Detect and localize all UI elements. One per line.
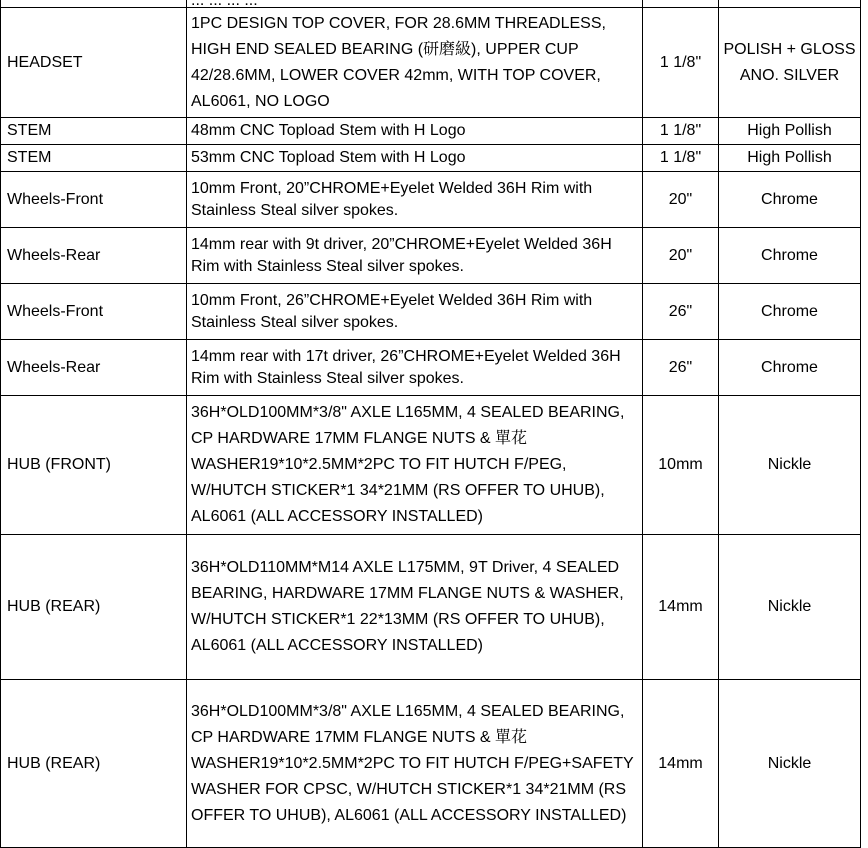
part-cell[interactable]: HUB (REAR) [1,680,187,848]
table-row [1,172,861,228]
part-cell[interactable]: Wheels-Rear [1,228,187,284]
description-cell[interactable] [187,0,643,8]
description-cell[interactable]: 10mm Front, 20”CHROME+Eyelet Welded 36H Rim with Stainless Steal silver spokes. [187,172,643,228]
finish-cell[interactable]: Nickle [719,396,861,535]
table-row [1,118,861,145]
table-row [1,680,861,848]
table-row [1,340,861,396]
size-cell[interactable]: 1 1/8" [643,145,719,172]
part-cell[interactable]: HUB (REAR) [1,535,187,680]
description-cell[interactable]: 36H*OLD100MM*3/8" AXLE L165MM, 4 SEALED BEARING, CP HARDWARE 17MM FLANGE NUTS & 單花WASHER19*10*2.5MM*2PC TO FIT HUTCH F/PEG, W/HUTCH STICKER*1 34*21MM (RS OFFER TO UHUB), AL6061 (ALL ACCESSORY INSTALLED) [187,396,643,535]
size-cell[interactable]: 20" [643,228,719,284]
size-cell[interactable]: 1 1/8" [643,8,719,118]
part-cell[interactable]: STEM [1,145,187,172]
table-row [1,535,861,680]
part-cell[interactable]: STEM [1,118,187,145]
part-cell[interactable]: Wheels-Rear [1,340,187,396]
description-cell[interactable]: 14mm rear with 9t driver, 20”CHROME+Eyelet Welded 36H Rim with Stainless Steal silver spokes. [187,228,643,284]
finish-cell[interactable]: Chrome [719,284,861,340]
part-cell[interactable] [1,0,187,8]
table-row [1,396,861,535]
description-cell[interactable]: 36H*OLD110MM*M14 AXLE L175MM, 9T Driver, 4 SEALED BEARING, HARDWARE 17MM FLANGE NUTS & WASHER, W/HUTCH STICKER*1 22*13MM (RS OFFER TO UHUB), AL6061 (ALL ACCESSORY INSTALLED) [187,535,643,680]
size-cell[interactable]: 1 1/8" [643,118,719,145]
finish-cell[interactable]: High Pollish [719,118,861,145]
table-row [1,145,861,172]
description-cell[interactable]: 53mm CNC Topload Stem with H Logo [187,145,643,172]
table-row [1,228,861,284]
description-cell[interactable]: 14mm rear with 17t driver, 26”CHROME+Eyelet Welded 36H Rim with Stainless Steal silver spokes. [187,340,643,396]
size-cell[interactable]: 10mm [643,396,719,535]
table-row [1,284,861,340]
finish-cell[interactable]: Nickle [719,680,861,848]
finish-cell[interactable]: Chrome [719,340,861,396]
part-cell[interactable]: Wheels-Front [1,172,187,228]
description-cell[interactable]: 10mm Front, 26”CHROME+Eyelet Welded 36H Rim with Stainless Steal silver spokes. [187,284,643,340]
size-cell[interactable]: 26" [643,340,719,396]
table-row [1,8,861,118]
size-cell[interactable]: 20" [643,172,719,228]
finish-cell[interactable] [719,0,861,8]
part-cell[interactable]: Wheels-Front [1,284,187,340]
finish-cell[interactable]: Nickle [719,535,861,680]
description-cell[interactable]: 1PC DESIGN TOP COVER, FOR 28.6MM THREADLESS, HIGH END SEALED BEARING (研磨級), UPPER CUP 42/28.6MM, LOWER COVER 42mm, WITH TOP COVER, AL6061, NO LOGO [187,8,643,118]
size-cell[interactable]: 26" [643,284,719,340]
description-cell[interactable]: 36H*OLD100MM*3/8" AXLE L165MM, 4 SEALED BEARING, CP HARDWARE 17MM FLANGE NUTS & 單花WASHER19*10*2.5MM*2PC TO FIT HUTCH F/PEG+SAFETY WASHER FOR CPSC, W/HUTCH STICKER*1 34*21MM (RS OFFER TO UHUB), AL6061 (ALL ACCESSORY INSTALLED) [187,680,643,848]
part-cell[interactable]: HUB (FRONT) [1,396,187,535]
table-row [1,0,861,8]
size-cell[interactable]: 14mm [643,680,719,848]
part-cell[interactable]: HEADSET [1,8,187,118]
finish-cell[interactable]: Chrome [719,228,861,284]
finish-cell[interactable]: Chrome [719,172,861,228]
finish-cell[interactable]: POLISH + GLOSS ANO. SILVER [719,8,861,118]
finish-cell[interactable]: High Pollish [719,145,861,172]
description-cell[interactable]: 48mm CNC Topload Stem with H Logo [187,118,643,145]
size-cell[interactable] [643,0,719,8]
size-cell[interactable]: 14mm [643,535,719,680]
